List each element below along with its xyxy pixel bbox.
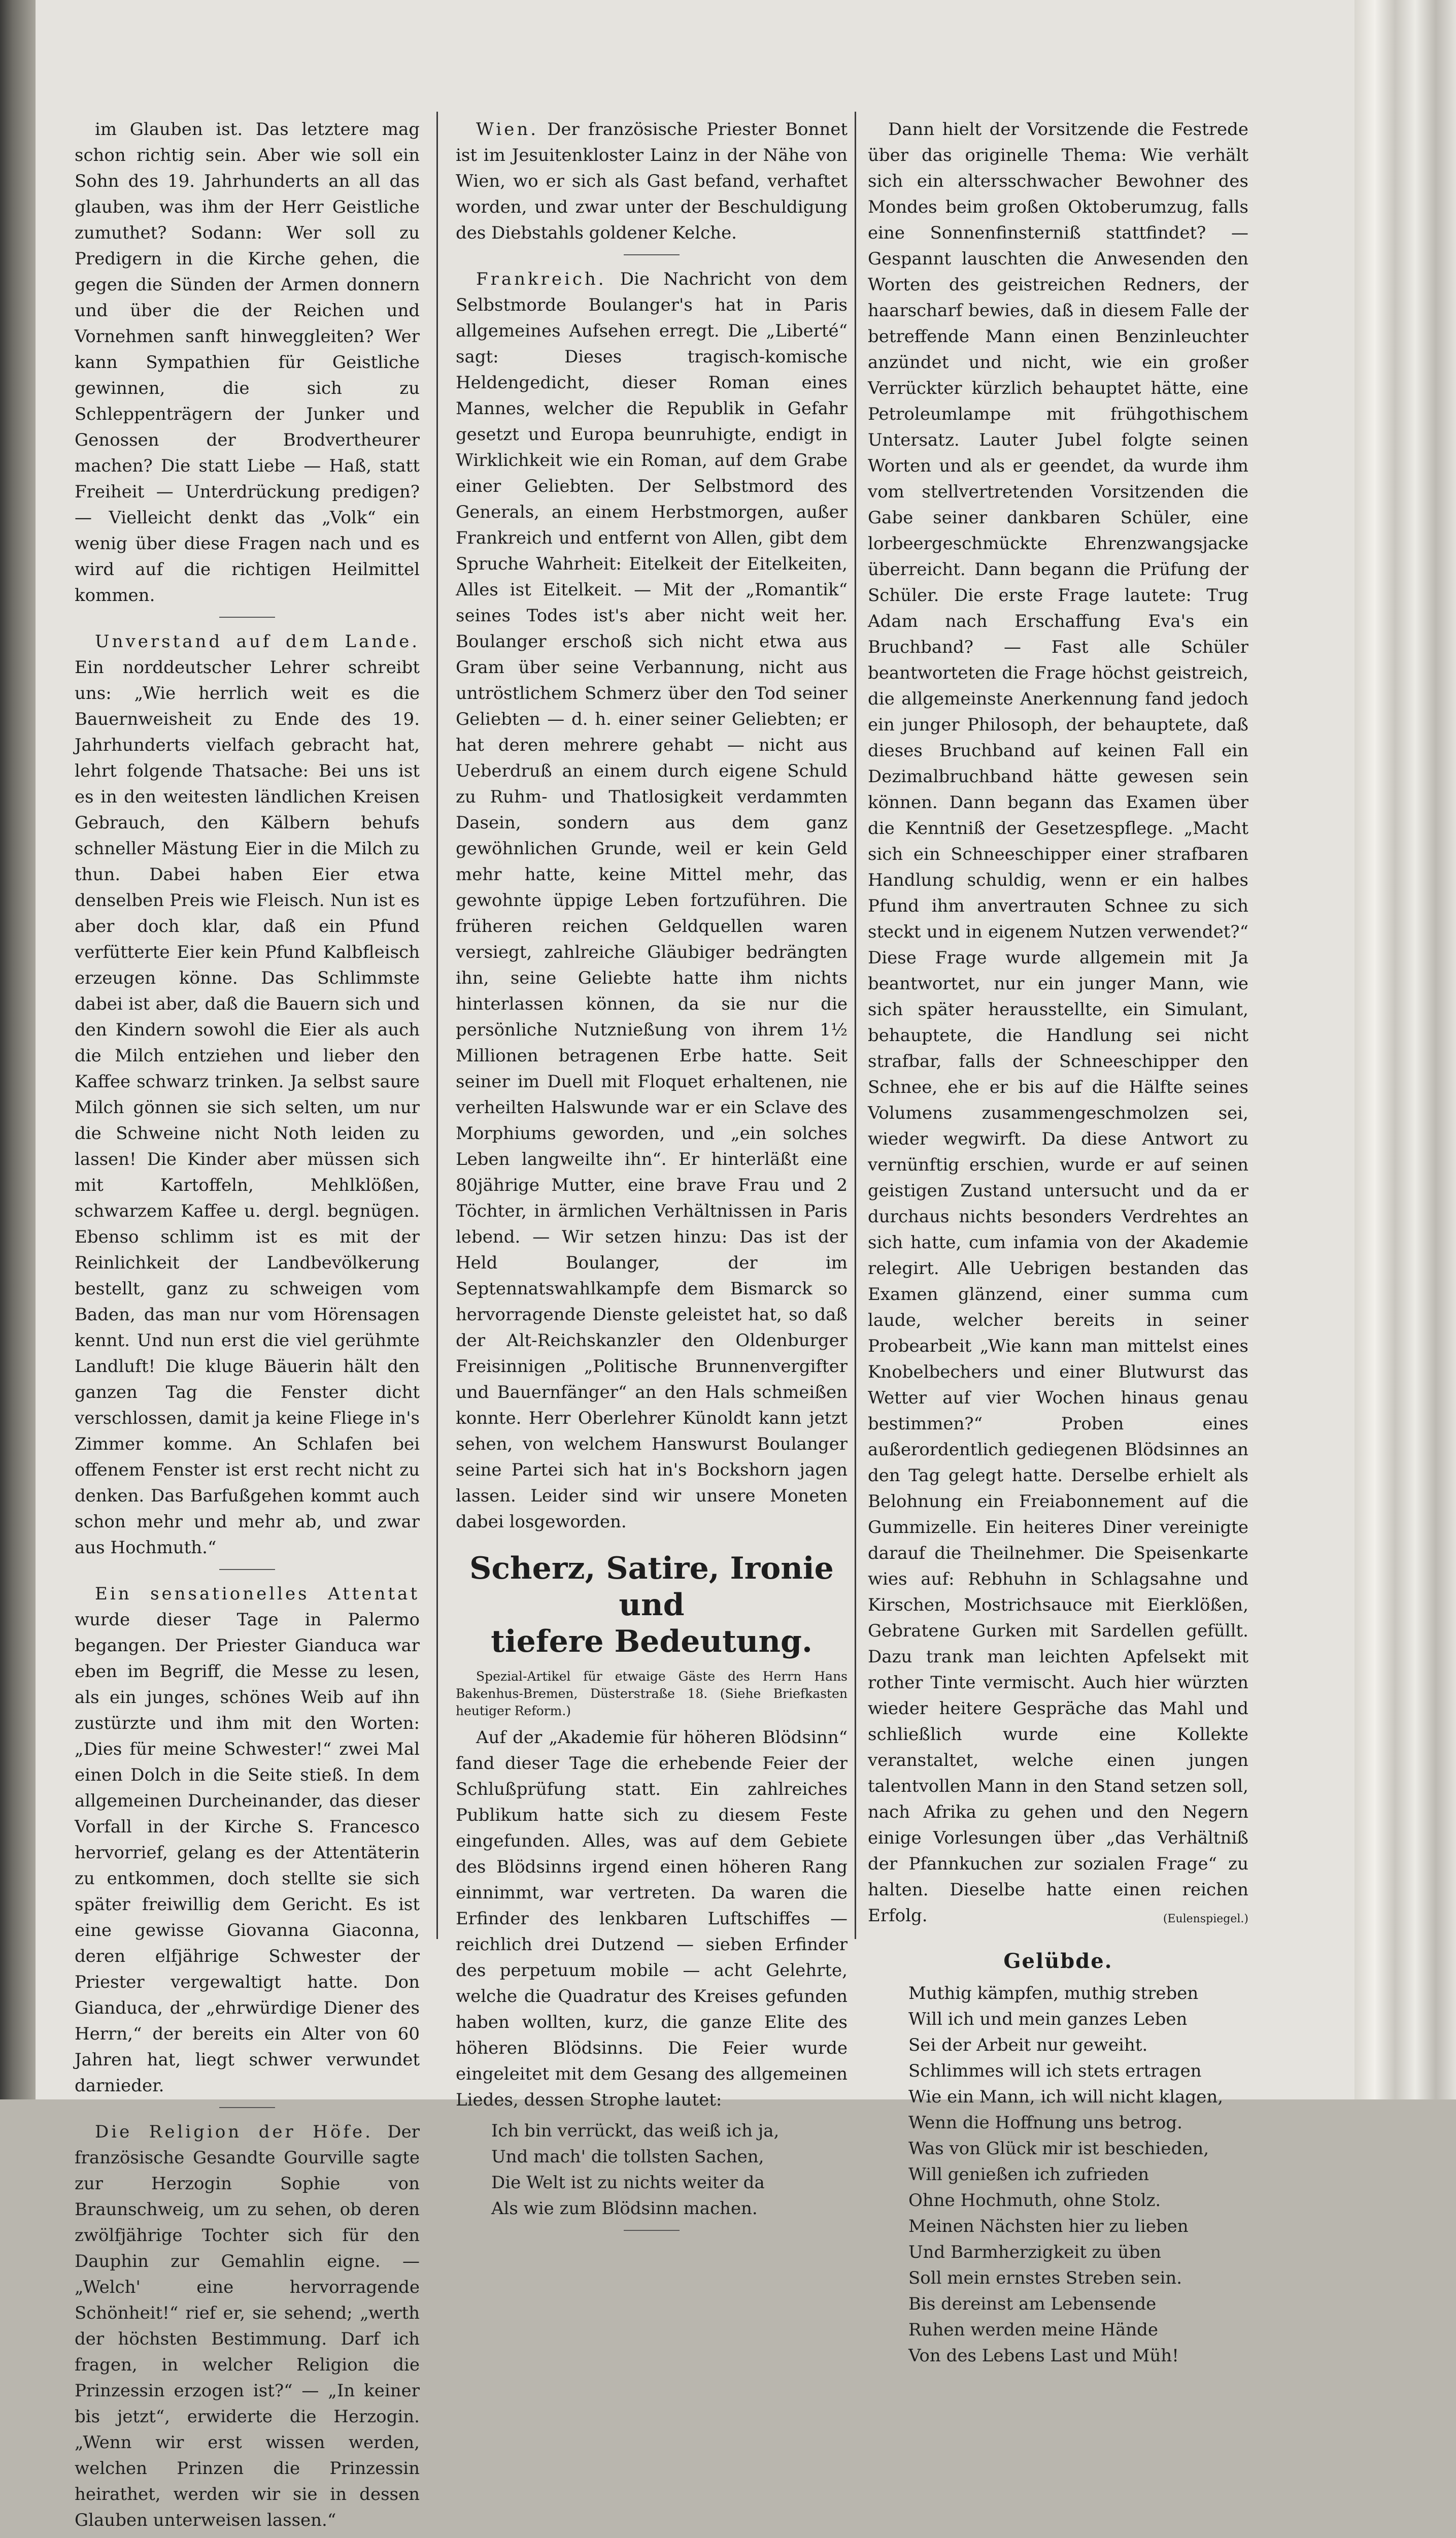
poem-line: Ohne Hochmuth, ohne Stolz. bbox=[908, 2190, 1161, 2211]
poem-line: Wie ein Mann, ich will nicht klagen, bbox=[908, 2087, 1224, 2107]
article-akademie: Auf der „Akademie für höheren Blödsinn“ fand dieser Tage die erhebende Feier der Schlußprüfung statt. Ein zahlreiches Publikum hatte sich zu diesem Feste eingefunden. Alles, was auf dem Gebiete des Blödsinns irgend einen höheren Rang einnimmt, war vertreten. Da waren die Erfinder des lenkbaren Luftschiffes — reichlich drei Dutzend — sieben Erfinder des perpetuum mobile — acht Gelehrte, welche die Quadratur des Kreises gefunden haben wollten, kurz, die ganze Elite des höheren Blödsinns. Die Feier wurde eingeleitet mit dem Gesang des allgemeinen Liedes, dessen Strophe lautet: bbox=[456, 1727, 848, 2110]
article-akademie-cont bbox=[868, 117, 1248, 1929]
article-title: Ein sensationelles Attentat bbox=[95, 1584, 420, 1604]
article-divider bbox=[624, 2230, 680, 2231]
headline-line-2: tiefere Bedeutung. bbox=[491, 1624, 812, 1659]
verse-line: Als wie zum Blödsinn machen. bbox=[491, 2198, 758, 2219]
article-attentat bbox=[75, 1581, 420, 2099]
article-body: Der französische Gesandte Gourville sagte zur Herzogin Sophie von Braunschweig, um zu sehen, ob deren zwölfjährige Tochter sich für den Dauphin zur Gemahlin eigne. — „Welch' eine hervorragende Schönheit!“ rief er, sie sehend; „werth der höchsten Bestimmung. Darf ich fragen, in welcher Religion die Prinzessin erzogen ist?“ — „In keiner bis jetzt“, erwiderte die Herzogin. „Wenn wir erst wissen werden, welchen Prinzen die Prinzessin heirathet, werden wir sie in dessen Glauben unterweisen lassen.“ bbox=[75, 2122, 420, 2530]
poem-line: Will ich und mein ganzes Leben bbox=[908, 2009, 1188, 2029]
article-religion-hoefe bbox=[75, 2119, 420, 2533]
poem bbox=[868, 1981, 1248, 2369]
poem-line: Bis dereinst am Lebensende bbox=[908, 2294, 1157, 2314]
article-title: Die Religion der Höfe. bbox=[95, 2122, 373, 2142]
poem-line: Ruhen werden meine Hände bbox=[908, 2320, 1159, 2340]
article-wien bbox=[456, 117, 848, 246]
column-left bbox=[75, 117, 420, 2530]
poem-line: Sei der Arbeit nur geweiht. bbox=[908, 2035, 1148, 2055]
poem-line: Meinen Nächsten hier zu lieben bbox=[908, 2216, 1189, 2236]
poem-line: Von des Lebens Last und Müh! bbox=[908, 2346, 1179, 2366]
song-verse bbox=[456, 2118, 848, 2222]
article-title: Wien. bbox=[476, 119, 539, 140]
article-divider bbox=[624, 254, 680, 255]
poem-line: Und Barmherzigkeit zu üben bbox=[908, 2242, 1162, 2262]
article-credit: (Eulenspiegel.) bbox=[1163, 1913, 1248, 1925]
article-body: Dann hielt der Vorsitzende die Festrede über das originelle Thema: Wie verhält sich ein altersschwacher Bewohner des Mondes beim großen Oktoberumzug, falls eine Sonnenfinsterniß stattfindet? — Gespannt lauschten die Anwesenden den Worten des geistreichen Redners, der haarscharf bewies, daß in diesem Falle der betreffende Mann einen Benzinleuchter anzündet und nicht, wie ein großer Verrückter kürzlich behauptet hätte, eine Petroleumlampe mit frühgothischem Untersatz. Lauter Jubel folgte seinen Worten und als er geendet, da wurde ihm vom stellvertretenden Vorsitzenden die Gabe seiner dankbaren Schüler, eine lorbeergeschmückte Ehrenzwangsjacke überreicht. Dann begann die Prüfung der Schüler. Die erste Frage lautete: Trug Adam nach Erschaffung Eva's ein Bruchband? — Fast alle Schüler beantworteten die Frage höchst geistreich, die allgemeinste Anerkennung fand jedoch ein junger Philosoph, der behauptete, daß dieses Bruchband auf keinen Fall ein Dezimalbruchband hätte gewesen sein können. Dann begann das Examen über die Kenntniß der Gesetzespflege. „Macht sich ein Schneeschipper einer strafbaren Handlung schuldig, wenn er ein halbes Pfund ihm anvertrauten Schnee zu sich steckt und in eigenem Nutzen verwendet?“ Diese Frage wurde allgemein mit Ja beantwortet, nur ein junger Mann, wie sich später herausstellte, ein Simulant, behauptete, die Handlung sei nicht strafbar, falls der Schneeschipper den Schnee, ehe er bis auf die Hälfte seines Volumens zusammengeschmolzen sei, wieder wegwirft. Da diese Antwort zu vernünftig erschien, wurde er auf seinen geistigen Zustand untersucht und da er durchaus nichts besonders Verdrehtes an sich hatte, cum infamia von der Akademie relegirt. Alle Uebrigen bestanden das Examen glänzend, einer summa cum laude, welcher bereits in seiner Probearbeit „Wie kann man mittelst eines Knobelbechers und einer Blutwurst das Wetter auf vier Wochen hinaus genau bestimmen?“ Proben eines außerordentlich gediegenen Blödsinnes an den Tag gelegt hatte. Derselbe erhielt als Belohnung ein Freiabonnement auf die Gummizelle. Ein heiteres Diner vereinigte darauf die Theilnehmer. Die Speisenkarte wies auf: Rebhuhn in Schlagsahne und Kirschen, Mostrichsauce mit Eierklößen, Gebratene Gurken mit Sardellen gefüllt. Dazu trank man leichten Apfelsekt mit rother Tinte vermischt. Auch hier würzten wieder heitere Gespräche das Mahl und schließlich wurde eine Kollekte veranstaltet, welche einen jungen talentvollen Mann in den Stand setzen soll, nach Afrika zu gehen und den Negern einige Vorlesungen über „das Verhältniß der Pfannkuchen zur sozialen Frage“ zu halten. Dieselbe hatte einen reichen Erfolg. bbox=[868, 119, 1248, 1926]
headline-line-1: Scherz, Satire, Ironie und bbox=[469, 1551, 834, 1623]
article-divider bbox=[219, 617, 275, 618]
article-unverstand bbox=[75, 629, 420, 1561]
verse-line: Die Welt ist zu nichts weiter da bbox=[491, 2173, 765, 2193]
scan-binding-edge bbox=[0, 0, 36, 2099]
article-clergy-end: im Glauben ist. Das letztere mag schon richtig sein. Aber wie soll ein Sohn des 19. Jahrhunderts an all das glauben, was ihm der Herr Geistliche zumuthet? Sodann: Wer soll zu Predigern in die Kirche gehen, die gegen die Sünden der Armen donnern und über die der Reichen und Vornehmen sanft hinweggleiten? Wer kann Sympathien für Geistliche gewinnen, die sich zu Schleppenträgern der Junker und Genossen der Brodvertheurer machen? Die statt Liebe — Haß, statt Freiheit — Unterdrückung predigen? — Vielleicht denkt das „Volk“ ein wenig über diese Fragen nach und es wird auf die richtigen Heilmittel kommen. bbox=[75, 119, 420, 606]
poem-title: Gelübde. bbox=[1003, 1949, 1113, 1973]
article-body: Der französische Priester Bonnet ist im Jesuitenkloster Lainz in der Nähe von Wien, wo er sich als Gast befand, verhaftet worden, und zwar unter der Beschuldigung des Diebstahls goldener Kelche. bbox=[456, 119, 848, 243]
article-divider bbox=[219, 1569, 275, 1570]
column-right bbox=[868, 117, 1248, 2366]
section-headline bbox=[456, 1550, 848, 1660]
poem-line: Muthig kämpfen, muthig streben bbox=[908, 1983, 1199, 2003]
verse-line: Ich bin verrückt, das weiß ich ja, bbox=[491, 2121, 780, 2141]
article-title: Frankreich. bbox=[476, 269, 606, 289]
column-rule bbox=[855, 112, 856, 1939]
poem-line: Was von Glück mir ist beschieden, bbox=[908, 2139, 1209, 2159]
scan-page-stack-edge bbox=[1355, 0, 1456, 2099]
article-frankreich bbox=[456, 266, 848, 1535]
poem-line: Soll mein ernstes Streben sein. bbox=[908, 2268, 1182, 2288]
poem-line: Schlimmes will ich stets ertragen bbox=[908, 2061, 1202, 2081]
article-title: Unverstand auf dem Lande. bbox=[95, 631, 420, 652]
article-body: wurde dieser Tage in Palermo begangen. Der Priester Gianduca war eben im Begriff, die Messe zu lesen, als ein junges, schönes Weib auf ihn zustürzte und ihm mit den Worten: „Dies für meine Schwester!“ zwei Mal einen Dolch in die Seite stieß. In dem allgemeinen Durcheinander, das dieser Vorfall in der Kirche S. Francesco hervorrief, gelang es der Attentäterin zu entkommen, doch stellte sie sich später freiwillig dem Gericht. Es ist eine gewisse Giovanna Giaconna, deren elfjährige Schwester der Priester vergewaltigt hatte. Don Gianduca, der „ehrwürdige Diener des Herrn,“ der bereits ein Alter von 60 Jahren hat, liegt schwer verwundet darnieder. bbox=[75, 1610, 420, 2096]
article-body: Ein norddeutscher Lehrer schreibt uns: „Wie herrlich weit es die Bauernweisheit zu Ende des 19. Jahrhunderts vielfach gebracht hat, lehrt folgende Thatsache: Bei uns ist es in den weitesten ländlichen Kreisen Gebrauch, den Kälbern behufs schneller Mästung Eier in die Milch zu thun. Dabei haben Eier etwa denselben Preis wie Fleisch. Nun ist es aber doch klar, daß ein Pfund verfütterte Eier kein Pfund Kalbfleisch erzeugen könne. Das Schlimmste dabei ist aber, daß die Bauern sich und den Kindern sowohl die Eier als auch die Milch entziehen und lieber den Kaffee schwarz trinken. Ja selbst saure Milch gönnen sie sich selten, um nur die Schweine nicht Noth leiden zu lassen! Die Kinder aber müssen sich mit Kartoffeln, Mehlklößen, schwarzem Kaffee u. dergl. begnügen. Ebenso schlimm ist es mit der Reinlichkeit der Landbevölkerung bestellt, ganz zu schweigen vom Baden, das man nur vom Hörensagen kennt. Und nun erst die viel gerühmte Landluft! Die kluge Bäuerin hält den ganzen Tag die Fenster dicht verschlossen, damit ja keine Fliege in's Zimmer komme. An Schlafen bei offenem Fenster ist erst recht nicht zu denken. Das Barfußgehen kommt auch schon mehr und mehr ab, und zwar aus Hochmuth.“ bbox=[75, 657, 420, 1558]
column-rule bbox=[436, 112, 438, 1939]
poem-line: Will genießen ich zufrieden bbox=[908, 2164, 1149, 2185]
verse-line: Und mach' die tollsten Sachen, bbox=[491, 2147, 764, 2167]
article-body: Die Nachricht von dem Selbstmorde Boulanger's hat in Paris allgemeines Aufsehen erregt. Die „Liberté“ sagt: Dieses tragisch-komische Heldengedicht, dieser Roman eines Mannes, welcher die Republik in Gefahr gesetzt und Europa beunruhigte, endigt in Wirklichkeit wie ein Roman, auf dem Grabe einer Geliebten. Der Selbstmord des Generals, an einem Herbstmorgen, außer Frankreich und entfernt von Allen, gibt dem Spruche Wahrheit: Eitelkeit der Eitelkeiten, Alles ist Eitelkeit. — Mit der „Romantik“ seines Todes ist's aber nicht weit her. Boulanger erschoß sich nicht etwa aus Gram über seine Verbannung, nicht aus untröstlichem Schmerz über den Tod seiner Geliebten — d. h. einer seiner Geliebten; er hat deren mehrere gehabt — nicht aus Ueberdruß an einem durch eigene Schuld zu Ruhm- und Thatlosigkeit verdammten Dasein, sondern aus dem ganz gewöhnlichen Grunde, weil er kein Geld mehr hatte, keine Mittel mehr, das gewohnte üppige Leben fortzuführen. Die früheren reichen Geldquellen waren versiegt, zahlreiche Gläubiger bedrängten ihn, seine Geliebte hatte ihm nichts hinterlassen können, da sie nur die persönliche Nutznießung von ihrem 1½ Millionen betragenen Erbe hatte. Seit seiner im Duell mit Floquet erhaltenen, nie verheilten Halswunde war er ein Sclave des Morphiums geworden, und „ein solches Leben langweilte ihn“. Er hinterläßt eine 80jährige Mutter, eine brave Frau und 2 Töchter, in ärmlichen Verhältnissen in Paris lebend. — Wir setzen hinzu: Das ist der Held Boulanger, der im Septennatswahlkampfe dem Bismarck so hervorragende Dienste geleistet hat, so daß der Alt-Reichskanzler den Oldenburger Freisinnigen „Politische Brunnenvergifter und Bauernfänger“ an den Hals schmeißen konnte. Herr Oberlehrer Künoldt kann jetzt sehen, von welchem Hanswurst Boulanger seine Partei sich hat in's Bockshorn jagen lassen. Leider sind wir unsere Moneten dabei losgeworden. bbox=[456, 269, 848, 1532]
newspaper-page bbox=[36, 0, 1355, 2530]
section-subheadline: Spezial-Artikel für etwaige Gäste des Herrn Hans Bakenhus-Bremen, Düsterstraße 18. (Siehe Briefkasten heutiger Reform.) bbox=[456, 1669, 848, 1718]
article-divider bbox=[219, 2107, 275, 2108]
column-middle bbox=[456, 117, 848, 2219]
poem-line: Wenn die Hoffnung uns betrog. bbox=[908, 2113, 1182, 2133]
